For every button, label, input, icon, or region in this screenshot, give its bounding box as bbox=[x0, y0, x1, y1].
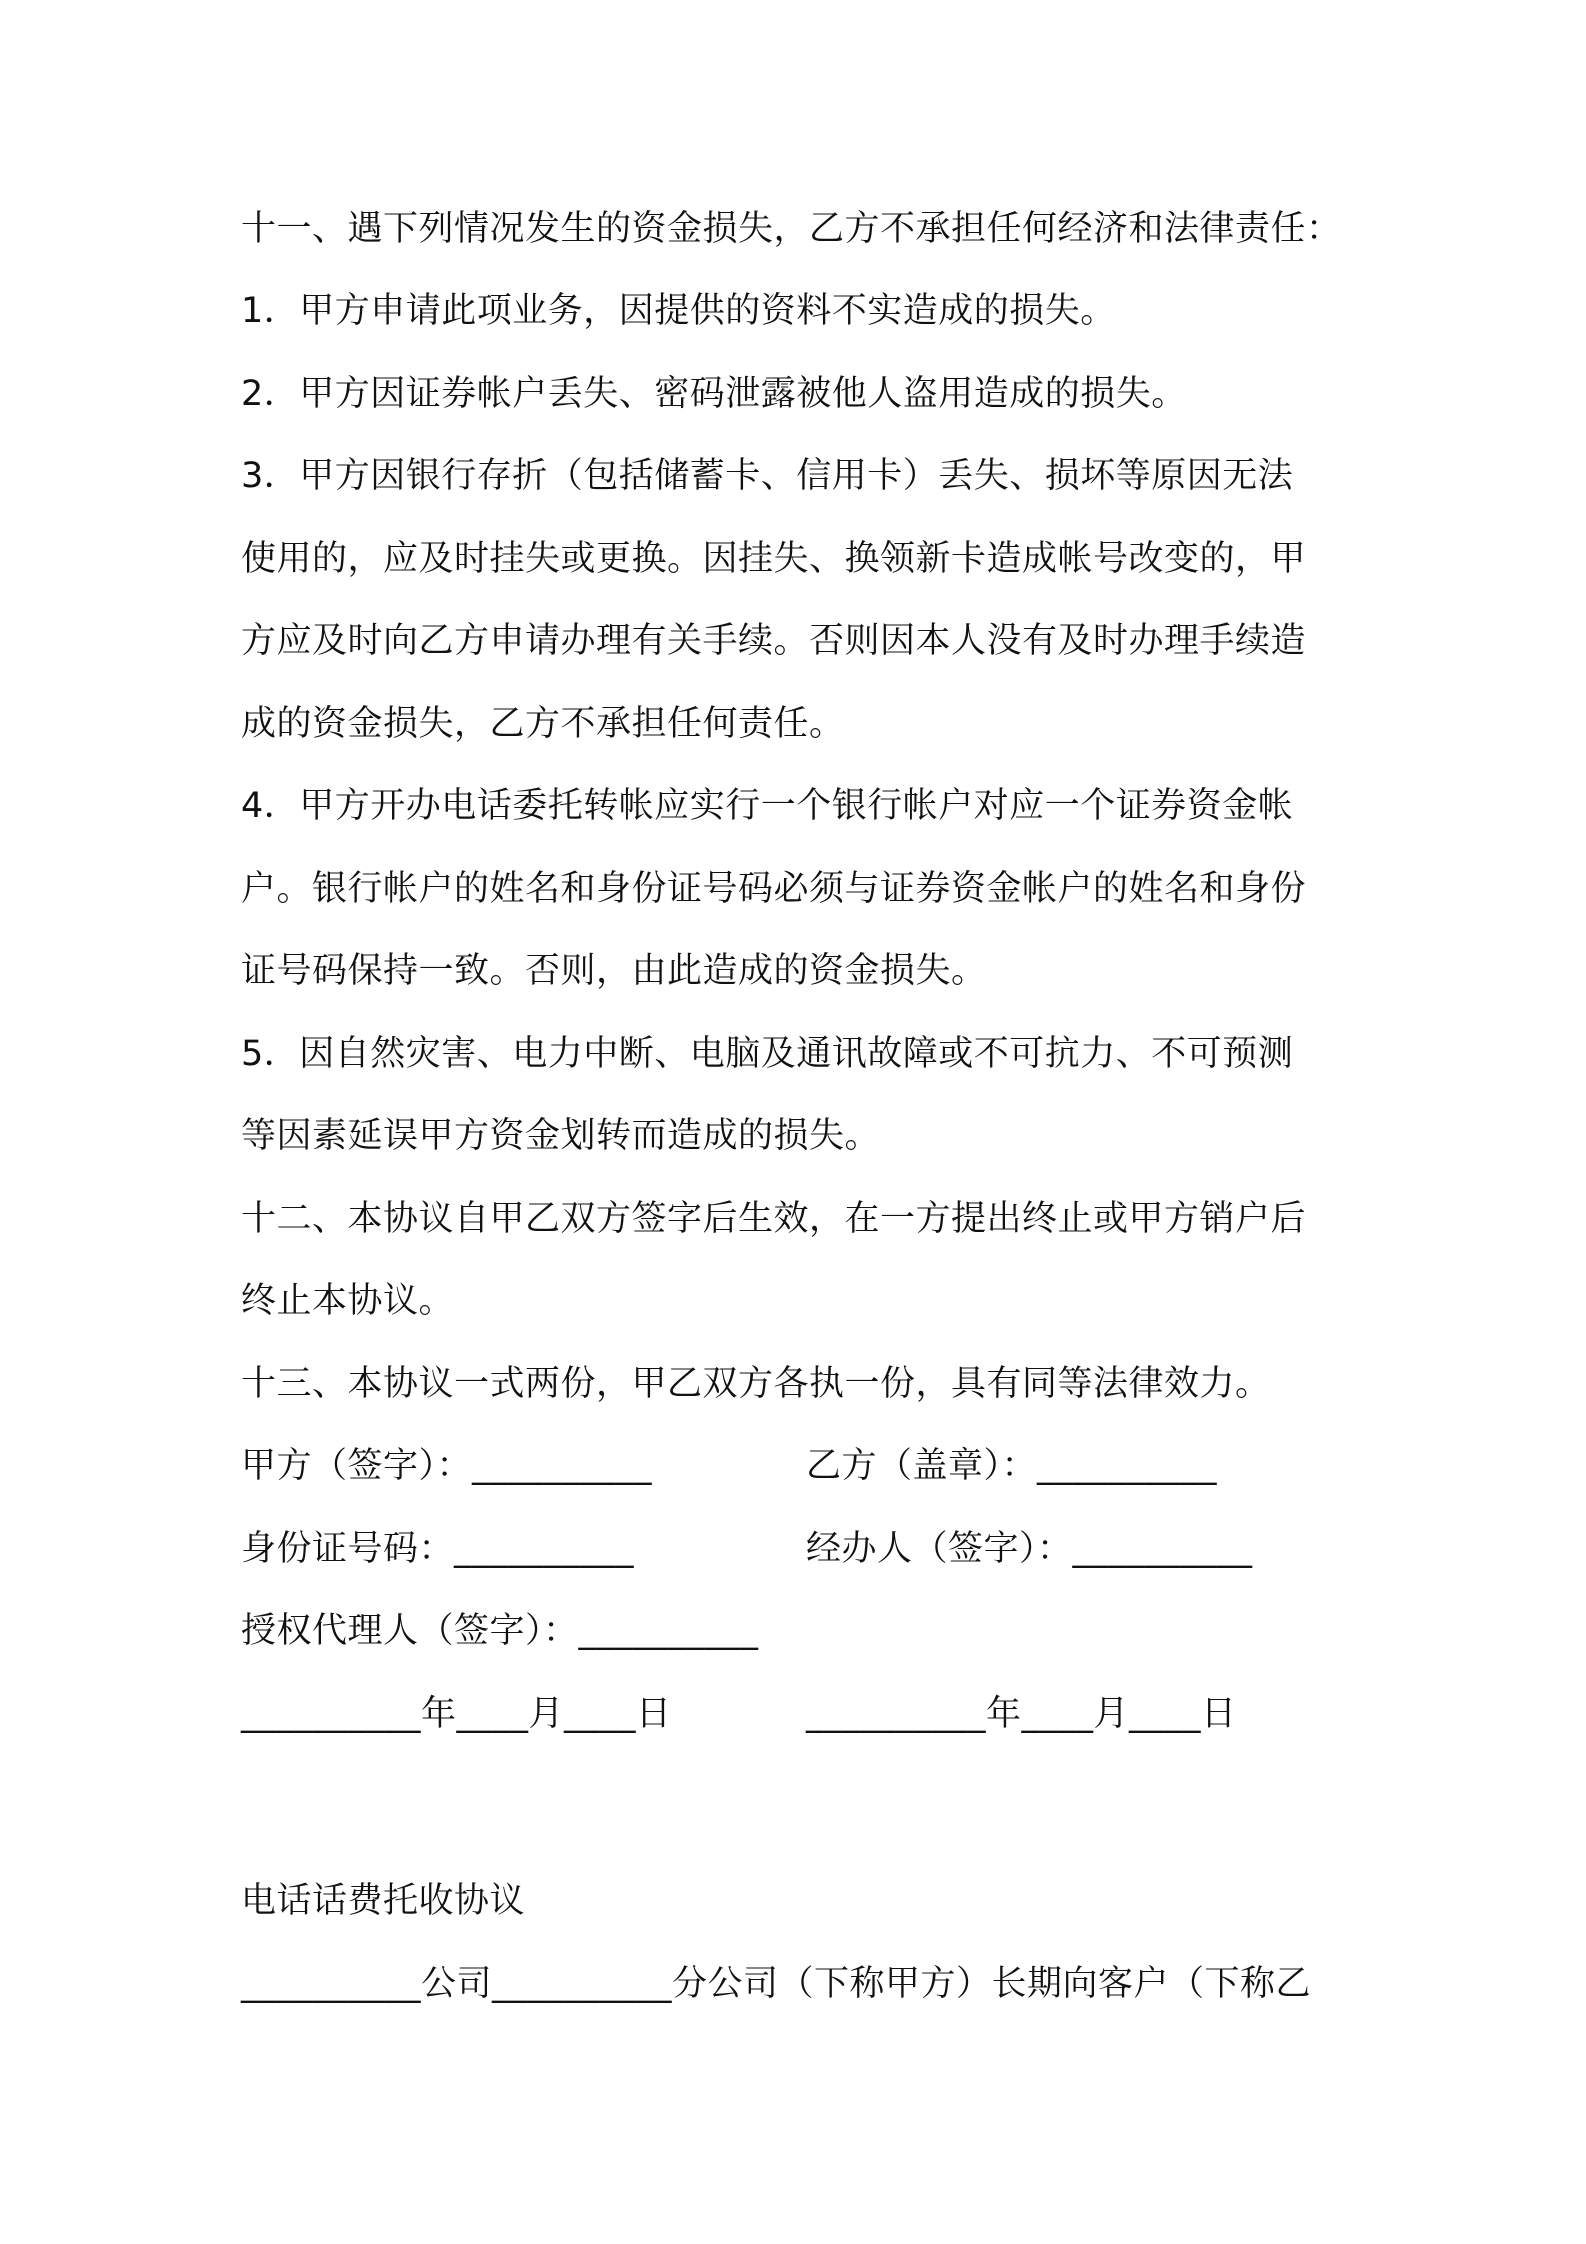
id-number-field: 身份证号码：__________ bbox=[241, 1529, 635, 1569]
clause-12-line-2: 终止本协议。 bbox=[241, 1281, 455, 1321]
agent-signature-field: 授权代理人（签字）：__________ bbox=[241, 1611, 759, 1651]
clause-11-heading: 十一、遇下列情况发生的资金损失，乙方不承担任何经济和法律责任： bbox=[241, 209, 1342, 249]
party-a-signature-field: 甲方（签字）：__________ bbox=[241, 1446, 653, 1486]
clause-11-item-4-line-3: 证号码保持一致。否则，由此造成的资金损失。 bbox=[241, 951, 987, 991]
party-b-seal-field: 乙方（盖章）：__________ bbox=[806, 1446, 1218, 1486]
clause-11-item-4-line-1: 4．甲方开办电话委托转帐应实行一个银行帐户对应一个证券资金帐 bbox=[241, 786, 1294, 826]
date-field-left: __________年____月____日 bbox=[241, 1694, 672, 1734]
clause-11-item-3-line-3: 方应及时向乙方申请办理有关手续。否则因本人没有及时办理手续造 bbox=[241, 621, 1307, 661]
clause-11-item-4-line-2: 户。银行帐户的姓名和身份证号码必须与证券资金帐户的姓名和身份 bbox=[241, 869, 1307, 909]
clause-11-item-3-line-2: 使用的，应及时挂失或更换。因挂失、换领新卡造成帐号改变的，甲 bbox=[241, 539, 1307, 579]
clause-11-item-5-line-1: 5．因自然灾害、电力中断、电脑及通讯故障或不可抗力、不可预测 bbox=[241, 1034, 1294, 1074]
clause-11-item-1: 1．甲方申请此项业务，因提供的资料不实造成的损失。 bbox=[241, 291, 1116, 331]
clause-11-item-3-line-1: 3．甲方因银行存折（包括储蓄卡、信用卡）丢失、损坏等原因无法 bbox=[241, 456, 1294, 496]
clause-13: 十三、本协议一式两份，甲乙双方各执一份，具有同等法律效力。 bbox=[241, 1364, 1271, 1404]
handler-signature-field: 经办人（签字）：__________ bbox=[806, 1529, 1253, 1569]
clause-12-line-1: 十二、本协议自甲乙双方签字后生效，在一方提出终止或甲方销户后 bbox=[241, 1199, 1307, 1239]
date-field-right: __________年____月____日 bbox=[806, 1694, 1237, 1734]
clause-11-item-5-line-2: 等因素延误甲方资金划转而造成的损失。 bbox=[241, 1116, 881, 1156]
clause-11-item-3-line-4: 成的资金损失，乙方不承担任何责任。 bbox=[241, 704, 845, 744]
next-agreement-first-line: __________公司__________分公司（下称甲方）长期向客户（下称乙 bbox=[241, 1964, 1312, 2004]
clause-11-item-2: 2．甲方因证券帐户丢失、密码泄露被他人盗用造成的损失。 bbox=[241, 374, 1187, 414]
next-agreement-title: 电话话费托收协议 bbox=[241, 1881, 526, 1921]
